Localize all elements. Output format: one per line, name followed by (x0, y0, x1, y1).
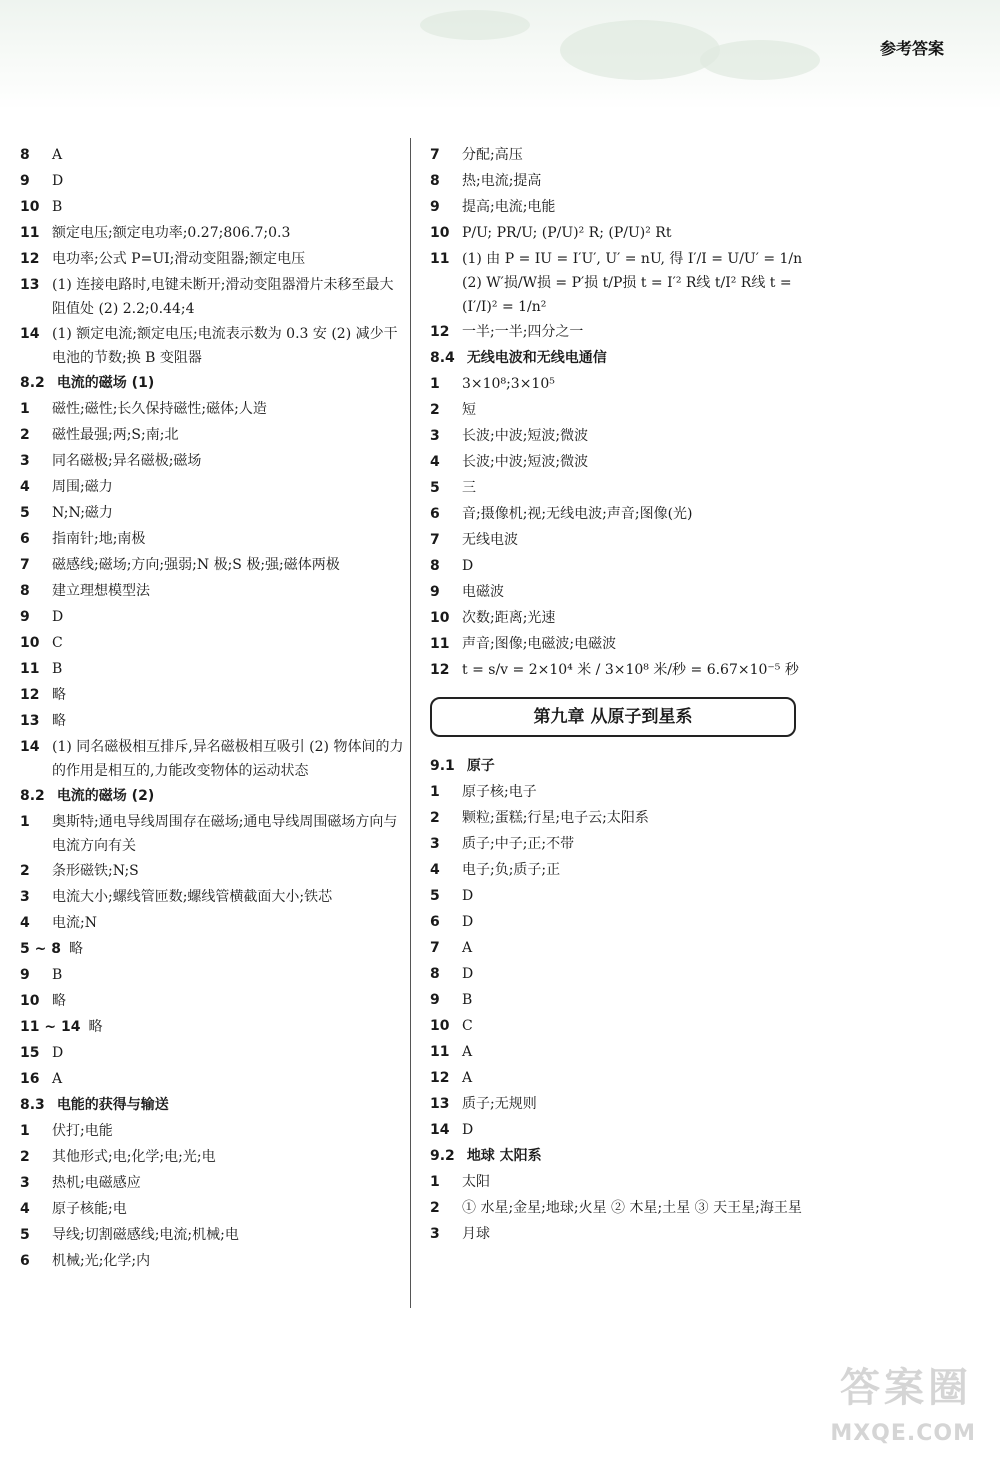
answer-item (430, 527, 810, 553)
answer-text: 奥斯特;通电导线周围存在磁场;通电导线周围磁场方向与电流方向有关 (52, 814, 398, 854)
answer-item (20, 474, 405, 500)
answer-item (20, 1144, 405, 1170)
question-number: 2 (430, 1200, 440, 1216)
answer-text: A (52, 1071, 63, 1087)
answer-text: 质子;无规则 (462, 1096, 537, 1112)
answer-text: C (462, 1018, 473, 1034)
answer-item (430, 475, 810, 501)
answer-item (20, 1170, 405, 1196)
answer-text: 电功率;公式 P=UI;滑动变阻器;额定电压 (52, 251, 306, 267)
question-number: 9 (430, 992, 440, 1008)
answer-item (430, 194, 810, 220)
question-number: 4 (20, 915, 30, 931)
answer-text: D (52, 609, 64, 625)
section-title: 地球 太阳系 (466, 1148, 542, 1164)
answer-text: D (462, 558, 474, 574)
section-title: 电流的磁场 (2) (56, 788, 155, 804)
answer-text: C (52, 635, 63, 651)
answer-text: 太阳 (462, 1174, 490, 1190)
question-number: 4 (430, 862, 440, 878)
answer-text: 建立理想模型法 (52, 583, 150, 599)
answer-text: (1) 连接电路时,电键未断开;滑动变阻器滑片未移至最大阻值处 (2) 2.2;0.44;4 (52, 277, 394, 317)
chapter-heading: 第九章 从原子到星系 (430, 697, 796, 737)
question-number: 12 (430, 1070, 450, 1086)
question-number: 8 (430, 558, 440, 574)
answer-text: 次数;距离;光速 (462, 610, 556, 626)
answer-text: B (462, 992, 473, 1008)
section-title: 原子 (466, 758, 495, 774)
answer-item (20, 272, 405, 321)
answer-text: 同名磁极;异名磁极;磁场 (52, 453, 202, 469)
answer-text: D (52, 173, 64, 189)
question-number: 14 (20, 326, 40, 342)
question-number: 11 (430, 1044, 450, 1060)
answer-item (430, 1117, 810, 1143)
answer-text: 其他形式;电;化学;电;光;电 (52, 1149, 216, 1165)
answer-item (20, 1014, 405, 1040)
answer-text: 三 (462, 480, 476, 496)
answer-item (430, 909, 810, 935)
answer-item (430, 779, 810, 805)
question-number: 11 ~ 14 (20, 1019, 81, 1035)
question-number: 2 (430, 810, 440, 826)
question-number: 3 (20, 889, 30, 905)
answer-text: 伏打;电能 (52, 1123, 113, 1139)
answer-text: 一半;一半;四分之一 (462, 324, 584, 340)
answer-text: 热;电流;提高 (462, 173, 542, 189)
answer-item (20, 422, 405, 448)
answer-text: 无线电波 (462, 532, 518, 548)
answer-text: 月球 (462, 1226, 490, 1242)
question-number: 1 (20, 1123, 30, 1139)
answer-item (430, 579, 810, 605)
answer-item (20, 708, 405, 734)
answer-text: 提高;电流;电能 (462, 199, 556, 215)
section-heading (430, 1143, 810, 1169)
answer-text: (1) 由 P = IU = I′U′, U′ = nU, 得 I′/I = U/U′ = 1/n (2) W′损/W损 = P′损 t/P损 t = I′² R线 t/I² R线 t = (I′/I)² = 1/n² (462, 251, 803, 315)
section-number: 9.2 (430, 1148, 455, 1164)
answer-item (430, 1039, 810, 1065)
answer-text: 颗粒;蛋糕;行星;电子云;太阳系 (462, 810, 649, 826)
answer-item (20, 1066, 405, 1092)
answer-text: 电流大小;螺线管匝数;螺线管横截面大小;铁芯 (52, 889, 333, 905)
answer-text: 热机;电磁感应 (52, 1175, 141, 1191)
header-decoration (0, 0, 1000, 110)
answer-text: A (462, 1044, 473, 1060)
question-number: 10 (430, 610, 450, 626)
question-number: 7 (430, 940, 440, 956)
answer-item (430, 605, 810, 631)
answer-item (20, 630, 405, 656)
answer-text: 电流;N (52, 915, 97, 931)
answer-text: 电磁波 (462, 584, 504, 600)
answer-item (430, 319, 810, 345)
answer-item (20, 500, 405, 526)
answer-item (20, 396, 405, 422)
page-header-title: 参考答案 (879, 39, 944, 58)
question-number: 14 (20, 739, 40, 755)
section-number: 8.4 (430, 350, 455, 366)
answer-text: 略 (88, 1019, 103, 1035)
answer-text: 原子核;电子 (462, 784, 537, 800)
question-number: 14 (430, 1122, 450, 1138)
answer-item (20, 552, 405, 578)
question-number: 5 (20, 1227, 30, 1243)
section-title: 电流的磁场 (1) (56, 375, 155, 391)
answer-text: 原子核能;电 (52, 1201, 127, 1217)
section-title: 无线电波和无线电通信 (466, 350, 607, 366)
section-heading (20, 1092, 405, 1118)
answer-item (430, 1169, 810, 1195)
question-number: 3 (430, 836, 440, 852)
question-number: 13 (20, 277, 40, 293)
answer-item (20, 220, 405, 246)
answer-text: B (52, 199, 63, 215)
question-number: 6 (20, 1253, 30, 1269)
answer-text: 机械;光;化学;内 (52, 1253, 151, 1269)
question-number: 9 (20, 967, 30, 983)
question-number: 15 (20, 1045, 40, 1061)
answer-item (430, 423, 810, 449)
answer-text: 略 (52, 993, 66, 1009)
question-number: 5 (20, 505, 30, 521)
answer-item (20, 910, 405, 936)
question-number: 1 (20, 401, 30, 417)
answer-text: A (52, 147, 63, 163)
answer-text: (1) 额定电流;额定电压;电流表示数为 0.3 安 (2) 减少干电池的节数;换 B 变阻器 (52, 326, 398, 366)
question-number: 6 (430, 506, 440, 522)
answer-text: 3×10⁸;3×10⁵ (462, 376, 555, 392)
question-number: 2 (20, 863, 30, 879)
question-number: 9 (430, 584, 440, 600)
answer-item (430, 142, 810, 168)
question-number: 4 (20, 1201, 30, 1217)
question-number: 6 (430, 914, 440, 930)
answer-item (430, 501, 810, 527)
question-number: 10 (20, 199, 40, 215)
question-number: 7 (20, 557, 30, 573)
question-number: 11 (20, 661, 40, 677)
answer-item (20, 1040, 405, 1066)
column-divider (410, 138, 411, 1308)
answer-text: 条形磁铁;N;S (52, 863, 139, 879)
answer-text: D (462, 1122, 474, 1138)
answer-text: 略 (68, 941, 83, 957)
question-number: 3 (20, 453, 30, 469)
answer-text: P/U; PR/U; (P/U)² R; (P/U)² Rt (462, 225, 672, 241)
answer-item (430, 1091, 810, 1117)
answer-text: 分配;高压 (462, 147, 523, 163)
question-number: 10 (20, 635, 40, 651)
answer-text: D (462, 966, 474, 982)
section-number: 9.1 (430, 758, 455, 774)
answer-text: 长波;中波;短波;微波 (462, 454, 589, 470)
answer-item (20, 988, 405, 1014)
answer-text: 质子;中子;正;不带 (462, 836, 575, 852)
answer-item (20, 858, 405, 884)
section-number: 8.3 (20, 1097, 45, 1113)
answer-item (430, 883, 810, 909)
question-number: 1 (430, 1174, 440, 1190)
question-number: 9 (20, 609, 30, 625)
question-number: 8 (20, 583, 30, 599)
question-number: 13 (20, 713, 40, 729)
answer-item (430, 168, 810, 194)
question-number: 1 (430, 784, 440, 800)
question-number: 11 (20, 225, 40, 241)
section-heading (430, 345, 810, 371)
answer-text: 磁性最强;两;S;南;北 (52, 427, 179, 443)
question-number: 16 (20, 1071, 40, 1087)
answer-item (20, 809, 405, 858)
question-number: 2 (20, 1149, 30, 1165)
question-number: 8 (20, 147, 30, 163)
question-number: 10 (20, 993, 40, 1009)
answer-text: 长波;中波;短波;微波 (462, 428, 589, 444)
question-number: 12 (20, 251, 40, 267)
question-number: 12 (20, 687, 40, 703)
answer-item (20, 682, 405, 708)
answer-item (430, 987, 810, 1013)
answer-item (20, 1118, 405, 1144)
answer-text: D (462, 914, 474, 930)
answer-text: A (462, 940, 473, 956)
question-number: 3 (430, 1226, 440, 1242)
question-number: 5 (430, 888, 440, 904)
answer-item (430, 371, 810, 397)
question-number: 12 (430, 662, 450, 678)
answer-item (20, 578, 405, 604)
section-title: 电能的获得与输送 (56, 1097, 169, 1113)
question-number: 4 (430, 454, 440, 470)
answer-text: 周围;磁力 (52, 479, 113, 495)
answer-item (430, 805, 810, 831)
answer-item (430, 857, 810, 883)
section-heading (20, 370, 405, 396)
question-number: 10 (430, 1018, 450, 1034)
answer-item (430, 449, 810, 475)
section-heading (430, 753, 810, 779)
question-number: 11 (430, 251, 450, 267)
answer-text: 磁性;磁性;长久保持磁性;磁体;人造 (52, 401, 267, 417)
section-number: 8.2 (20, 375, 45, 391)
question-number: 13 (430, 1096, 450, 1112)
answer-item (430, 935, 810, 961)
answer-item (430, 631, 810, 657)
answer-text: D (52, 1045, 64, 1061)
answer-text: 音;摄像机;视;无线电波;声音;图像(光) (462, 506, 693, 522)
answer-item (20, 448, 405, 474)
answer-text: 电子;负;质子;正 (462, 862, 561, 878)
answer-item (20, 321, 405, 370)
watermark-line1: 答案圈 (840, 1365, 972, 1411)
answer-text: 导线;切割磁感线;电流;机械;电 (52, 1227, 239, 1243)
question-number: 8 (430, 173, 440, 189)
answer-item (430, 246, 810, 319)
question-number: 1 (20, 814, 30, 830)
question-number: 9 (430, 199, 440, 215)
answer-text: 指南针;地;南极 (52, 531, 146, 547)
answer-item (20, 1196, 405, 1222)
answer-item (20, 734, 405, 783)
answer-item (430, 220, 810, 246)
question-number: 8 (430, 966, 440, 982)
answer-item (20, 936, 405, 962)
answer-item (430, 1195, 810, 1221)
section-number: 8.2 (20, 788, 45, 804)
question-number: 12 (430, 324, 450, 340)
answer-item (20, 168, 405, 194)
question-number: 5 ~ 8 (20, 941, 61, 957)
question-number: 3 (430, 428, 440, 444)
answer-text: ① 水星;金星;地球;火星 ② 木星;土星 ③ 天王星;海王星 (462, 1200, 802, 1216)
answer-item (20, 526, 405, 552)
answer-text: (1) 同名磁极相互排斥,异名磁极相互吸引 (2) 物体间的力的作用是相互的,力能改变物体的运动状态 (52, 739, 404, 779)
answer-item (20, 656, 405, 682)
answer-text: B (52, 661, 63, 677)
question-number: 5 (430, 480, 440, 496)
answer-text: N;N;磁力 (52, 505, 113, 521)
answer-text: 略 (52, 713, 66, 729)
question-number: 11 (430, 636, 450, 652)
answer-text: D (462, 888, 474, 904)
answer-item (20, 246, 405, 272)
answer-item (430, 657, 810, 683)
answer-item (20, 604, 405, 630)
question-number: 3 (20, 1175, 30, 1191)
answer-item (430, 1065, 810, 1091)
question-number: 7 (430, 147, 440, 163)
question-number: 1 (430, 376, 440, 392)
watermark-line2: MXQE.COM (830, 1421, 976, 1446)
answer-item (430, 1221, 810, 1247)
question-number: 2 (430, 402, 440, 418)
answer-item (20, 194, 405, 220)
answer-item (20, 1222, 405, 1248)
answer-text: 声音;图像;电磁波;电磁波 (462, 636, 617, 652)
answer-text: t = s/v = 2×10⁴ 米 / 3×10⁸ 米/秒 = 6.67×10⁻⁵ 秒 (462, 662, 799, 678)
answer-item (20, 142, 405, 168)
answer-text: A (462, 1070, 473, 1086)
answer-item (430, 831, 810, 857)
answer-text: 额定电压;额定电功率;0.27;806.7;0.3 (52, 225, 291, 241)
question-number: 7 (430, 532, 440, 548)
answer-item (20, 962, 405, 988)
question-number: 2 (20, 427, 30, 443)
answer-item (430, 1013, 810, 1039)
answer-item (430, 397, 810, 423)
answer-text: 略 (52, 687, 66, 703)
question-number: 10 (430, 225, 450, 241)
question-number: 4 (20, 479, 30, 495)
answer-item (430, 961, 810, 987)
section-heading (20, 783, 405, 809)
answer-text: 短 (462, 402, 476, 418)
watermark (802, 1356, 982, 1446)
answer-text: 磁感线;磁场;方向;强弱;N 极;S 极;强;磁体两极 (52, 557, 340, 573)
question-number: 9 (20, 173, 30, 189)
question-number: 6 (20, 531, 30, 547)
answer-item (20, 1248, 405, 1274)
left-column (20, 142, 405, 1274)
answer-text: B (52, 967, 63, 983)
right-column (430, 142, 810, 1247)
answer-item (430, 553, 810, 579)
answer-item (20, 884, 405, 910)
